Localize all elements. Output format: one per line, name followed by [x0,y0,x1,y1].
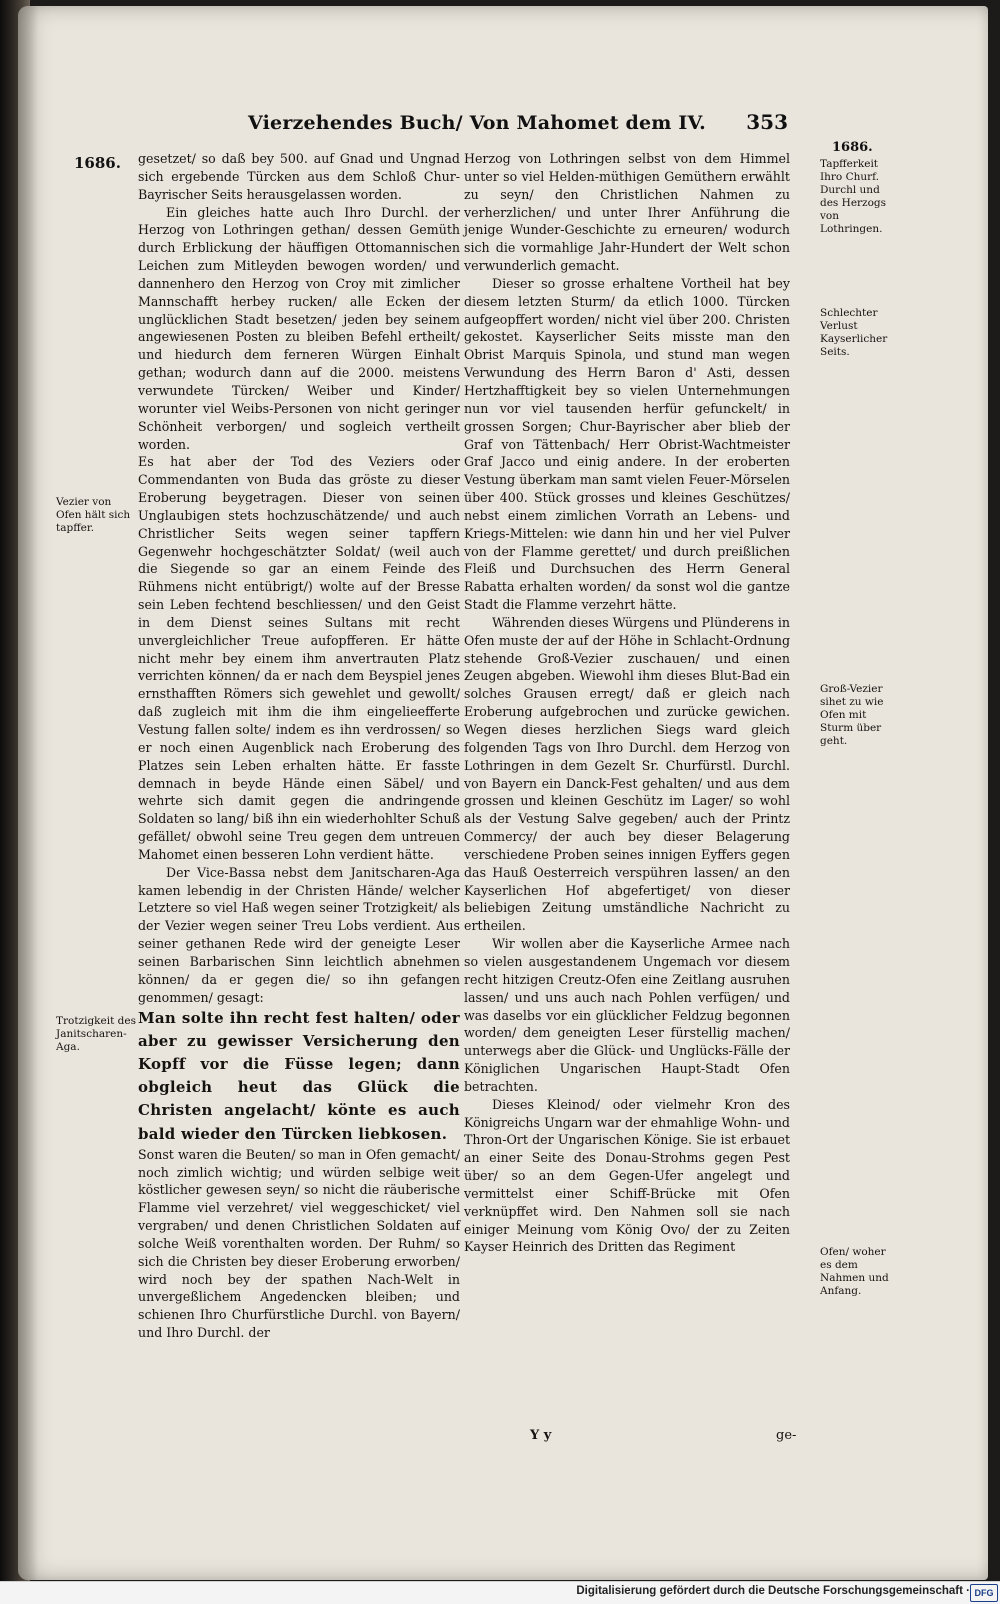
paragraph: Der Vice-Bassa nebst dem Janitscharen-Aga kamen lebendig in der Christen Hände/ welcher Letztere so viel Haß wegen seiner Trotzigkeit/ als der Vezier wegen seiner Treu Lobs verdient. Aus seiner gethanen Rede wird der geneigte Leser seinen Barbarischen Sinn leichtlich abnehmen können/ da er gegen die/ so ihn gefangen genommen/ gesagt: [138,864,460,1005]
emphasized-quote: Man solte ihn recht fest halten/ oder aber zu gewisser Versicherung den Kopff vor die Füsse legen; dann obgleich heut das Glück die Christen angelacht/ könte es auch bald wieder den Türcken liebkosen. [138,1008,460,1143]
digitization-footer [0,1581,1000,1604]
margin-note-left: Trotzigkeit des Janitscharen-Aga. [56,1015,136,1053]
paragraph: Dieses Kleinod/ oder vielmehr Kron des Königreichs Ungarn war der ehmahlige Wohn- und Thron-Ort der Ungarischen Könige. Sie ist erbauet an einer Seite des Donau-Strohms gegen Pest über/ so an dem Gegen-Ufer angelegt und vermittelst einer Schiff-Brücke mit Ofen verknüpffet wird. Den Nahmen soll sie nach einiger Meinung vom König Ovo/ der zu Zeiten Kayser Heinrich des Dritten das Regiment [464,1096,790,1255]
paragraph: Dieser so grosse erhaltene Vortheil hat bey diesem letzten Sturm/ da etlich 1000. Türcken aufgeopffert worden/ nicht viel über 200. Christen gekostet. Kayserlicher Seits misste man den Obrist Marquis Spinola, und stund man wegen Verwundung des Herrn Baron d' Asti, dessen Hertzhafftigkeit bey so vielen Unternehmungen nun vor viel tausenden herfür gefunckelt/ in grossen Sorgen; Chur-Bayrischer aber blieb der Graf von Tättenbach/ Herr Obrist-Wachtmeister Graf Jacco und einig andere. In der eroberten Vestung überkam man samt vielen Feuer-Mörselen über 400. Stück grosses und kleines Geschützes/ nebst einem zimlichen Vorrath an Lebens- und Kriegs-Mittelen: wie dann hin und her viel Pulver von der Flamme gerettet/ und durch preißlichen Fleiß und Durchsuchen des Herrn General Rabatta erhalten worden/ da sonst wol die gantze Stadt die Flamme verzehrt hätte. [464,275,791,613]
page-gutter-shadow [18,6,38,1580]
year-right: 1686. [832,140,873,155]
paragraph: gesetzet/ so daß bey 500. auf Gnad und Ungnad sich ergebende Türcken aus dem Schloß Chur-Bayrischer Seits herausgelassen worden. [138,151,460,202]
margin-note-left: Vezier von Ofen hält sich tapffer. [56,496,131,534]
running-header [248,108,788,144]
margin-note-right: Tapfferkeit Ihro Churf. Durchl und des Herzogs von Lothringen. [820,158,887,235]
page-number: 353 [746,110,788,134]
paragraph: Sonst waren die Beuten/ so man in Ofen gemacht/ noch zimlich wichtig; und würden selbige weit köstlicher gewesen seyn/ so nicht die räuberische Flamme viel verzehret/ viel weggeschicket/ viel vergraben/ und denen Christlichen Soldaten auf solche Weiß vorenthalten worden. Der Ruhm/ so sich die Christen bey dieser Eroberung erworben/ wird noch bey der spathen Nach-Welt in unvergeßlichem Angedencken bleiben; und schienen Ihro Churfürstliche Durchl. von Bayern/ und Ihro Durchl. der [138,1146,460,1341]
paragraph: Wir wollen aber die Kayserliche Armee nach so vielen ausgestandenem Ungemach vor diesem recht hitzigen Creutz-Ofen eine Zeitlang ausruhen lassen/ und uns auch nach Pohlen verfügen/ und was daselbs vor ein glücklicher Feldzug begonnen worden/ dem geneigten Leser fürstellig machen/ unterwegs aber die Glück- und Unglücks-Fälle der Königlichen Ungarischen Haupt-Stadt Ofen betrachten. [464,936,790,1094]
signature-mark: Y y [530,1428,552,1443]
running-title: Vierzehendes Buch/ Von Mahomet dem IV. [248,112,706,134]
paragraph: Es hat aber der Tod des Veziers oder Commendanten von Buda das gröste zu dieser Eroberung beygetragen. Dieser von seinen Unglaubigen stets hochzuschätzende/ und auch Christlicher Seits wegen seiner tapffern Gegenwehr hochgeschätzter Soldat/ (weil auch die Siegende so gar an einem Feinde des Rühmens nicht entübrigt/) wolte auf der Bresse sein Leben fechtend beschliessen/ und den Geist in dem Dienst seines Sultans mit recht unvergleichlicher Treue aufopfferen. Er hätte nicht mehr bey einem ihm anvertrauten Platz verrichten können/ da er nach dem Beyspiel jenes ernsthafften Römers sich gewehlet und gewollt/ daß zugleich mit ihm die ihm eingelieefferte Vestung fallen solte/ indem es ihn verdrossen/ so er noch einen Augenblick nach Eroberung des Platzes sein Leben erhalten hätte. Er fasste demnach in beyde Hände einen Säbel/ und wehrte sich damit gegen die andringende Soldaten so lang/ biß ihn ein wiederhohlter Schuß gefället/ obwohl seine Treu gegen dem untreuen Mahomet einen besseren Lohn verdient hätte. [138,454,460,862]
right-column [464,150,790,1256]
paragraph: Währenden dieses Würgens und Plünderens in Ofen muste der auf der Höhe in Schlacht-Ordnung stehende Groß-Vezier zuschauen/ und einen Zeugen abgeben. Wiewohl ihm dieses Blut-Bad ein solches Grausen erregt/ daß er gleich nach Eroberung aufgebrochen und zurücke gewichen. Wegen dieses herzlichen Siegs ward gleich folgenden Tags von Ihro Durchl. dem Herzog von Lothringen in dem Gezelt Sr. Churfürstl. Durchl. von Bayern ein Danck-Fest gehalten/ und aus dem grossen und kleinen Geschütz im Lager/ so wohl als der Vestung Salve gegeben/ auch der Printz Commercy/ der auch bey dieser Belagerung verschiedene Proben seines innigen Eyffers gegen das Hauß Oesterreich verspühren lassen/ an den Kayserlichen Hof abgefertiget/ von dieser beliebigen Zeitung umständliche Nachricht zu ertheilen. [464,614,790,934]
paragraph: Herzog von Lothringen selbst von dem Himmel unter so viel Helden-müthigen Gemüthern erwählt zu seyn/ den Christlichen Nahmen zu verherzlichen/ und unter Ihrer Anführung die jenige Wunder-Geschichte zu erneuren/ wodurch sich die vormahlige Jahr-Hundert der Welt schon verwunderlich gemacht. [464,151,790,274]
catchword: ge- [776,1428,797,1443]
margin-note-right: Ofen/ woher es dem Nahmen und Anfang. [820,1246,889,1297]
left-column [138,150,460,1342]
margin-note-right: Schlechter Verlust Kayserlicher Seits. [820,307,888,358]
paragraph: Ein gleiches hatte auch Ihro Durchl. der Herzog von Lothringen gethan/ dessen Gemüth durch Erblickung der häuffigen Ottomannischen Leichen zum Mitleyden bewogen worden/ und dannenhero den Herzog von Croy mit zimlicher Mannschafft herbey rucken/ alle Ecken der unglücklichen Stadt besetzen/ jeden bey seinem angewiesenen Posten zu bleiben Befehl ertheilt/ und hiedurch dem ferneren Würgen Einhalt gethan; wodurch dann auf die 2000. meistens verwundete Türcken/ Weiber und Kinder/ worunter viel Weibs-Personen von nicht geringer Schönheit verborgen/ und sogleich vertheilt worden. [138,204,460,452]
margin-note-right: Groß-Vezier sihet zu wie Ofen mit Sturm über geht. [820,683,884,747]
footer-credit: Digitalisierung gefördert durch die Deutsche Forschungsgemeinschaft · [576,1585,970,1597]
year-left: 1686. [74,154,121,172]
dfg-logo: DFG [970,1584,998,1602]
